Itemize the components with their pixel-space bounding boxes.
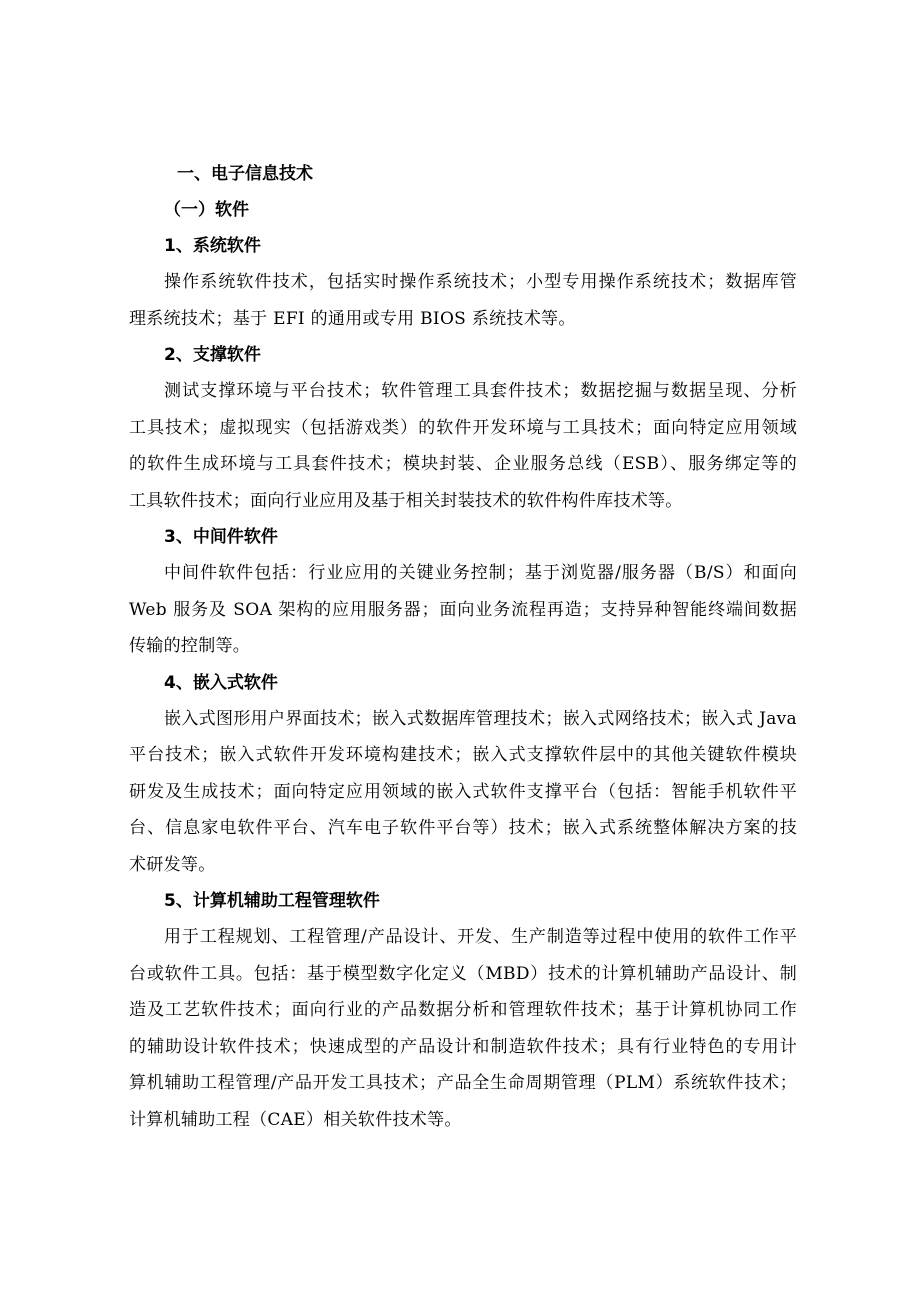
- subsection-heading: （一）软件: [164, 200, 249, 220]
- text-line: 操作系统软件技术，包括实时操作系统技术；小型专用操作系统技术；数据库管: [164, 272, 797, 292]
- text-line: 嵌入式图形用户界面技术；嵌入式数据库管理技术；嵌入式网络技术；嵌入式 Java: [164, 708, 797, 729]
- text-line: 工具软件技术；面向行业应用及基于相关封装技术的软件构件库技术等。: [129, 490, 683, 511]
- text-line: 工具技术；虚拟现实（包括游戏类）的软件开发环境与工具技术；面向特定应用领域: [129, 417, 797, 438]
- item-heading-cae-software: 5、计算机辅助工程管理软件: [164, 891, 380, 911]
- section-heading: 一、电子信息技术: [177, 164, 313, 184]
- text-line: Web 服务及 SOA 架构的应用服务器；面向业务流程再造；支持异种智能终端间数据: [129, 599, 797, 620]
- paragraph-embedded-software: [129, 701, 797, 884]
- text-line: 台或软件工具。包括：基于模型数字化定义（MBD）技术的计算机辅助产品设计、制: [129, 963, 797, 984]
- text-line: 算机辅助工程管理/产品开发工具技术；产品全生命周期管理（PLM）系统软件技术；: [129, 1073, 797, 1093]
- text-line: 平台技术；嵌入式软件开发环境构建技术；嵌入式支撑软件层中的其他关键软件模块: [129, 745, 797, 765]
- text-line: 计算机辅助工程（CAE）相关软件技术等。: [129, 1109, 462, 1130]
- text-line: 的软件生成环境与工具套件技术；模块封装、企业服务总线（ESB）、服务绑定等的: [129, 454, 797, 474]
- item-heading-embedded-software: 4、嵌入式软件: [164, 672, 278, 693]
- paragraph-support-software: [129, 373, 797, 519]
- text-line: 测试支撑环境与平台技术；软件管理工具套件技术；数据挖掘与数据呈现、分析: [164, 381, 797, 401]
- paragraph-middleware: [129, 555, 797, 665]
- text-line: 理系统技术；基于 EFI 的通用或专用 BIOS 系统技术等。: [129, 308, 576, 329]
- item-heading-support-software: 2、支撑软件: [164, 345, 261, 365]
- text-line: 造及工艺软件技术；面向行业的产品数据分析和管理软件技术；基于计算机协同工作: [129, 1000, 797, 1020]
- text-line: 台、信息家电软件平台、汽车电子软件平台等）技术；嵌入式系统整体解决方案的技: [129, 818, 797, 838]
- text-line: 中间件软件包括：行业应用的关键业务控制；基于浏览器/服务器（B/S）和面向: [164, 563, 797, 583]
- text-line: 传输的控制等。: [129, 636, 251, 656]
- item-heading-system-software: 1、系统软件: [164, 236, 261, 256]
- document-page: [129, 156, 797, 1138]
- text-line: 研发及生成技术；面向特定应用领域的嵌入式软件支撑平台（包括：智能手机软件平: [129, 781, 797, 802]
- text-line: 的辅助设计软件技术；快速成型的产品设计和制造软件技术；具有行业特色的专用计: [129, 1036, 797, 1057]
- item-heading-middleware: 3、中间件软件: [164, 527, 278, 547]
- text-line: 术研发等。: [129, 854, 216, 875]
- text-line: 用于工程规划、工程管理/产品设计、开发、生产制造等过程中使用的软件工作平: [164, 927, 797, 947]
- paragraph-cae-software: [129, 919, 797, 1138]
- paragraph-system-software: [129, 264, 797, 337]
